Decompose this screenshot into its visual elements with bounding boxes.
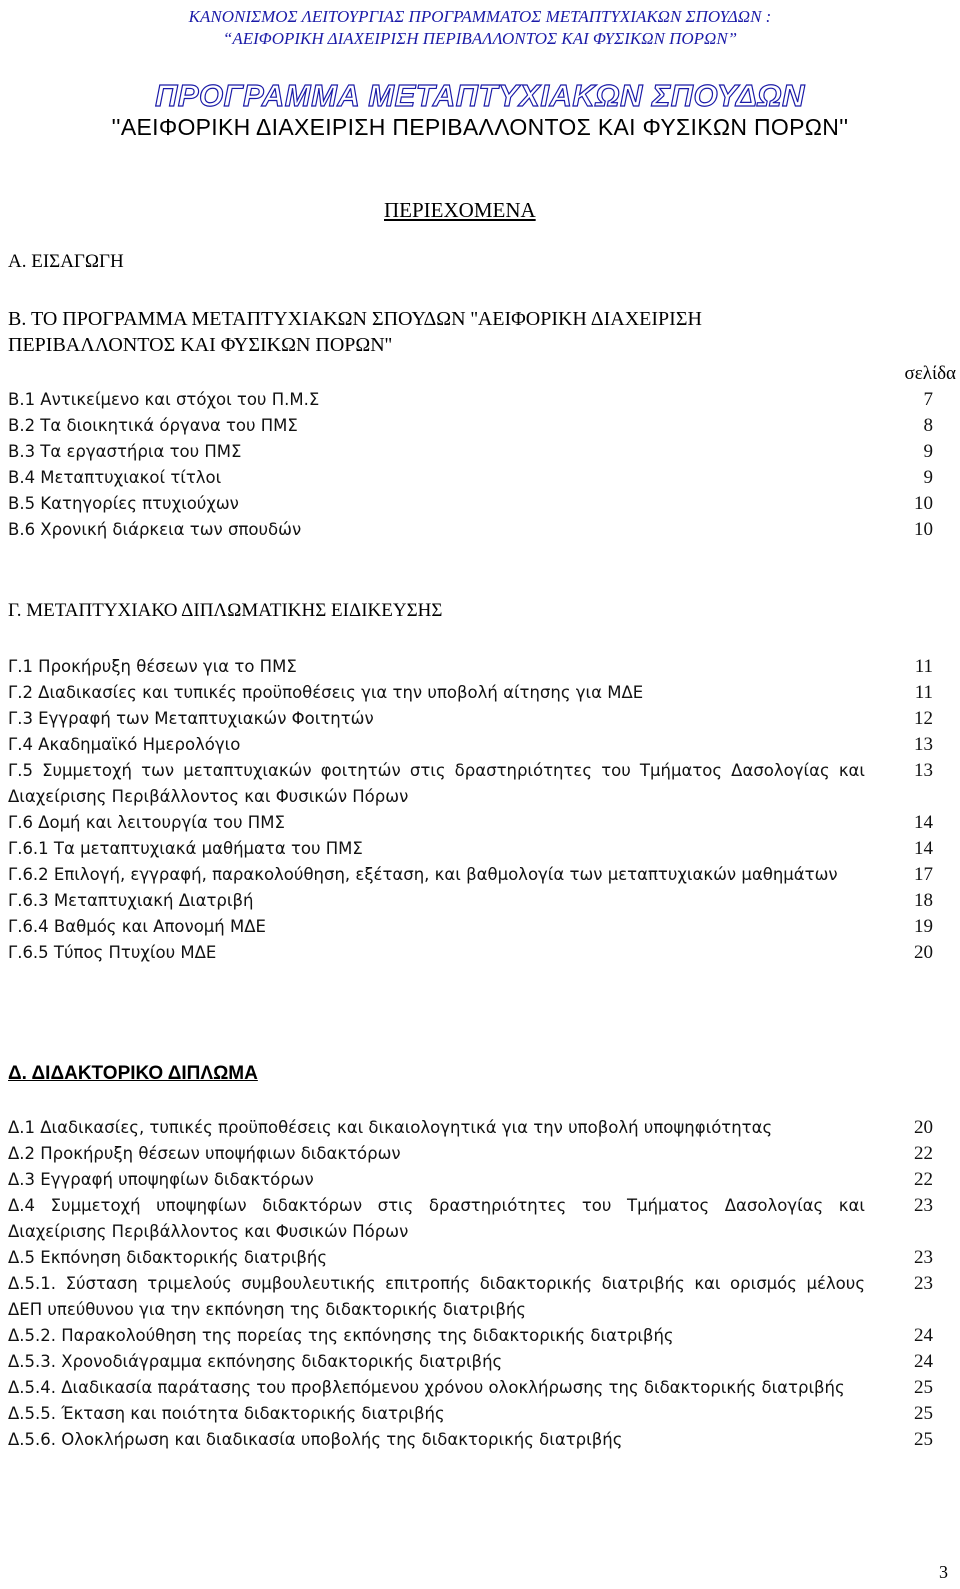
toc-entry-title: Δ.5.4. Διαδικασία παράτασης του προβλεπόμενου χρόνου ολοκλήρωσης της διδακτορικής διατριβής bbox=[8, 1378, 845, 1397]
toc-entry-page: 10 bbox=[914, 493, 933, 514]
toc-entry-title: Γ.1 Προκήρυξη θέσεων για το ΠΜΣ bbox=[8, 657, 297, 676]
toc-entry-title: Δ.3 Εγγραφή υποψηφίων διδακτόρων bbox=[8, 1170, 314, 1189]
toc-entry-page: 11 bbox=[914, 656, 933, 677]
toc-entry-page: 13 bbox=[914, 760, 933, 781]
toc-entry-page: 25 bbox=[914, 1403, 933, 1424]
toc-entry-page: 20 bbox=[914, 942, 933, 963]
toc-entry bbox=[8, 1193, 933, 1245]
toc-entry-title: Δ.1 Διαδικασίες, τυπικές προϋποθέσεις και δικαιολογητικά για την υποβολή υποψηφιότητας bbox=[8, 1118, 773, 1137]
toc-entry-title: Γ.6.2 Επιλογή, εγγραφή, παρακολούθηση, εξέταση, και βαθμολογία των μεταπτυχιακών μαθημάτων bbox=[8, 865, 838, 884]
toc-entry-title: Β.3 Τα εργαστήρια του ΠΜΣ bbox=[8, 442, 242, 461]
toc-entry-page: 23 bbox=[914, 1195, 933, 1216]
toc-entry-title: Β.1 Αντικείμενο και στόχοι του Π.Μ.Σ bbox=[8, 390, 320, 409]
toc-entry-title: Γ.6 Δομή και λειτουργία του ΠΜΣ bbox=[8, 813, 285, 832]
toc-entry bbox=[8, 413, 933, 439]
toc-entry bbox=[8, 1349, 933, 1375]
toc-entry-page: 23 bbox=[914, 1247, 933, 1268]
toc-entry bbox=[8, 465, 933, 491]
toc-entry bbox=[8, 1401, 933, 1427]
toc-entry-title: Γ.3 Εγγραφή των Μεταπτυχιακών Φοιτητών bbox=[8, 709, 374, 728]
toc-entry bbox=[8, 439, 933, 465]
toc-entry-page: 10 bbox=[914, 519, 933, 540]
toc-entry-title: Δ.5 Εκπόνηση διδακτορικής διατριβής bbox=[8, 1248, 328, 1267]
toc-entry-title: Δ.5.5. Έκταση και ποιότητα διδακτορικής διατριβής bbox=[8, 1404, 445, 1423]
section-b-heading bbox=[8, 306, 702, 358]
toc-entry bbox=[8, 654, 933, 680]
toc-entry bbox=[8, 1167, 933, 1193]
toc-entry bbox=[8, 940, 933, 966]
toc-entry bbox=[8, 914, 933, 940]
toc-entry bbox=[8, 836, 933, 862]
section-b-heading-line2: ΠΕΡΙΒΑΛΛΟΝΤΟΣ ΚΑΙ ΦΥΣΙΚΩΝ ΠΟΡΩΝ'' bbox=[8, 334, 392, 356]
toc-entry bbox=[8, 888, 933, 914]
toc-entry-title: Γ.6.4 Βαθμός και Απονομή ΜΔΕ bbox=[8, 917, 266, 936]
toc-entry-page: 25 bbox=[914, 1429, 933, 1450]
toc-entry bbox=[8, 517, 933, 543]
toc-entry bbox=[8, 1375, 933, 1401]
toc-entry-title: Γ.6.5 Τύπος Πτυχίου ΜΔΕ bbox=[8, 943, 217, 962]
contents-heading: ΠΕΡΙΕΧΟΜΕΝΑ bbox=[384, 198, 536, 222]
toc-entry-page: 12 bbox=[914, 708, 933, 729]
section-c-heading: Γ. ΜΕΤΑΠΤΥΧΙΑΚΟ ΔΙΠΛΩΜΑΤΙΚΗΣ ΕΙΔΙΚΕΥΣΗΣ bbox=[8, 600, 443, 621]
toc-entry bbox=[8, 810, 933, 836]
toc-entry-title: Δ.5.1. Σύσταση τριμελούς συμβουλευτικής επιτροπής διδακτορικής διατριβής και ορισμός μέλους ΔΕΠ υπεύθυνου για την εκπόνηση της διδακτορικής διατριβής bbox=[8, 1274, 865, 1319]
section-b-heading-line1: Β. ΤΟ ΠΡΟΓΡΑΜΜΑ ΜΕΤΑΠΤΥΧΙΑΚΩΝ ΣΠΟΥΔΩΝ ''ΑΕΙΦΟΡΙΚΗ ΔΙΑΧΕΙΡΙΣΗ bbox=[8, 308, 702, 330]
toc-entry-title: Β.4 Μεταπτυχιακοί τίτλοι bbox=[8, 468, 222, 487]
toc-entry-page: 8 bbox=[923, 415, 933, 436]
section-d-heading: Δ. ΔΙΔΑΚΤΟΡΙΚΟ ΔΙΠΛΩΜΑ bbox=[8, 1063, 258, 1084]
toc-entry-title: Δ.5.2. Παρακολούθηση της πορείας της εκπόνησης της διδακτορικής διατριβής bbox=[8, 1326, 674, 1345]
toc-entry bbox=[8, 1323, 933, 1349]
toc-entry-page: 13 bbox=[914, 734, 933, 755]
toc-entry-page: 22 bbox=[914, 1169, 933, 1190]
section-c-list bbox=[8, 654, 933, 966]
toc-entry-title: Δ.5.6. Ολοκλήρωση και διαδικασία υποβολής της διδακτορικής διατριβής bbox=[8, 1430, 623, 1449]
toc-entry-title: Δ.4 Συμμετοχή υποψηφίων διδακτόρων στις δραστηριότητες του Τμήματος Δασολογίας και Διαχείρισης Περιβάλλοντος και Φυσικών Πόρων bbox=[8, 1196, 865, 1241]
toc-entry bbox=[8, 862, 933, 888]
toc-entry-page: 22 bbox=[914, 1143, 933, 1164]
page-number: 3 bbox=[939, 1562, 948, 1582]
toc-entry-page: 23 bbox=[914, 1273, 933, 1294]
toc-entry bbox=[8, 1245, 933, 1271]
running-header-line1: ΚΑΝΟΝΙΣΜΟΣ ΛΕΙΤΟΥΡΓΙΑΣ ΠΡΟΓΡΑΜΜΑΤΟΣ ΜΕΤΑΠΤΥΧΙΑΚΩΝ ΣΠΟΥΔΩΝ : bbox=[188, 7, 772, 26]
toc-entry-page: 9 bbox=[923, 467, 933, 488]
toc-entry-title: Δ.2 Προκήρυξη θέσεων υποψήφιων διδακτόρων bbox=[8, 1144, 401, 1163]
toc-entry bbox=[8, 1141, 933, 1167]
toc-entry-title: Γ.6.3 Μεταπτυχιακή Διατριβή bbox=[8, 891, 254, 910]
toc-entry-title: Γ.4 Ακαδημαϊκό Ημερολόγιο bbox=[8, 735, 241, 754]
toc-entry bbox=[8, 1427, 933, 1453]
toc-entry-page: 17 bbox=[914, 864, 933, 885]
toc-entry-page: 24 bbox=[914, 1351, 933, 1372]
toc-entry bbox=[8, 387, 933, 413]
section-b-list bbox=[8, 387, 933, 543]
toc-entry-page: 14 bbox=[914, 838, 933, 859]
toc-entry-page: 14 bbox=[914, 812, 933, 833]
toc-entry-title: Γ.6.1 Τα μεταπτυχιακά μαθήματα του ΠΜΣ bbox=[8, 839, 363, 858]
toc-entry-page: 9 bbox=[923, 441, 933, 462]
toc-entry bbox=[8, 758, 933, 810]
toc-entry-title: Γ.2 Διαδικασίες και τυπικές προϋποθέσεις για την υποβολή αίτησης για ΜΔΕ bbox=[8, 683, 644, 702]
toc-entry-page: 7 bbox=[923, 389, 933, 410]
running-header-line2: “ΑΕΙΦΟΡΙΚΗ ΔΙΑΧΕΙΡΙΣΗ ΠΕΡΙΒΑΛΛΟΝΤΟΣ ΚΑΙ ΦΥΣΙΚΩΝ ΠΟΡΩΝ” bbox=[222, 29, 738, 48]
toc-entry-page: 24 bbox=[914, 1325, 933, 1346]
page-column-label: σελίδα bbox=[904, 363, 956, 384]
toc-entry bbox=[8, 680, 933, 706]
toc-entry-title: Β.6 Χρονική διάρκεια των σπουδών bbox=[8, 520, 302, 539]
toc-entry-page: 25 bbox=[914, 1377, 933, 1398]
toc-entry-title: Β.5 Κατηγορίες πτυχιούχων bbox=[8, 494, 239, 513]
toc-entry bbox=[8, 1115, 933, 1141]
toc-entry-title: Δ.5.3. Χρονοδιάγραμμα εκπόνησης διδακτορικής διατριβής bbox=[8, 1352, 503, 1371]
toc-entry-page: 11 bbox=[914, 682, 933, 703]
program-title: ΠΡΟΓΡΑΜΜΑ ΜΕΤΑΠΤΥΧΙΑΚΩΝ ΣΠΟΥΔΩΝ bbox=[155, 78, 805, 113]
section-a-heading: Α. ΕΙΣΑΓΩΓΗ bbox=[8, 251, 124, 272]
toc-entry bbox=[8, 1271, 933, 1323]
toc-entry-title: Γ.5 Συμμετοχή των μεταπτυχιακών φοιτητών στις δραστηριότητες του Τμήματος Δασολογίας και Διαχείρισης Περιβάλλοντος και Φυσικών Πόρων bbox=[8, 761, 865, 806]
toc-entry-page: 19 bbox=[914, 916, 933, 937]
section-d-list bbox=[8, 1115, 933, 1453]
toc-entry bbox=[8, 732, 933, 758]
toc-entry bbox=[8, 706, 933, 732]
toc-entry bbox=[8, 491, 933, 517]
program-subtitle: ''ΑΕΙΦΟΡΙΚΗ ΔΙΑΧΕΙΡΙΣΗ ΠΕΡΙΒΑΛΛΟΝΤΟΣ ΚΑΙ ΦΥΣΙΚΩΝ ΠΟΡΩΝ'' bbox=[111, 114, 849, 140]
toc-entry-page: 18 bbox=[914, 890, 933, 911]
toc-entry-title: Β.2 Τα διοικητικά όργανα του ΠΜΣ bbox=[8, 416, 298, 435]
toc-entry-page: 20 bbox=[914, 1117, 933, 1138]
